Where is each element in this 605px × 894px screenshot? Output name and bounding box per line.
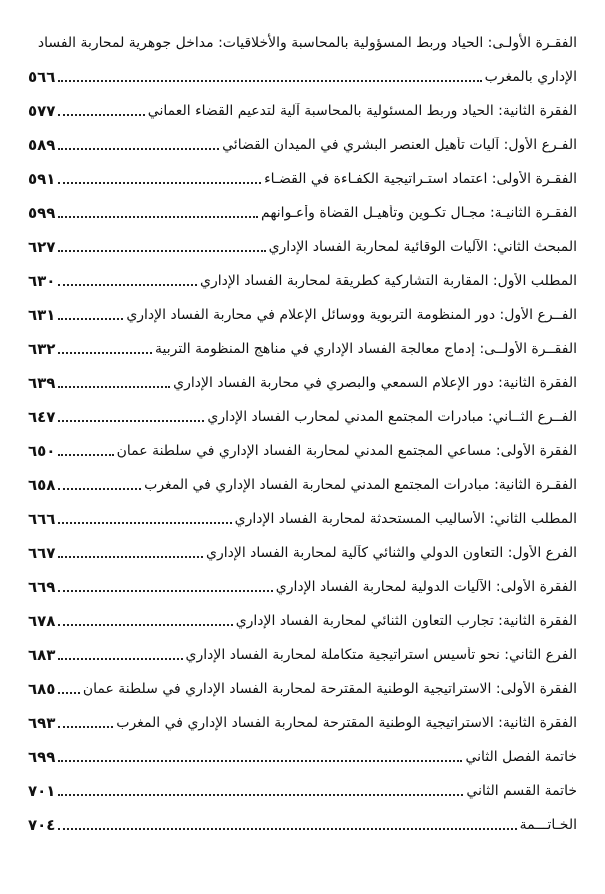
toc-entry-title: الفقرة الأولى: الاستراتيجية الوطنية المقترحة لمحاربة الفساد الإداري في سلطنة عمان [82,681,577,697]
toc-entry-title: الفقرة الثانية: تجارب التعاون الثنائي لمحاربة الفساد الإداري [235,613,577,629]
dot-leader [58,724,113,728]
toc-entry-title: الفرع الأول: التعاون الدولي والثنائي كآلية لمحاربة الفساد الإداري [206,545,577,561]
toc-entry-title: الخـاتـــمة [519,817,577,833]
dot-leader [58,112,144,116]
toc-entry-title: الفقـرة الأولى: اعتماد استـراتيجية الكفـاءة في القضـاء [264,171,577,187]
toc-entry-page-number: ٦٣١ [28,306,56,324]
toc-entry-title: الفقرة الثانية: دور الإعلام السمعي والبصري في محاربة الفساد الإداري [173,375,577,391]
toc-entry [28,230,577,264]
toc-entry [28,672,577,706]
dot-leader [58,792,463,796]
toc-entry-title: الفقرة الثانية: الحياد وربط المسئولية بالمحاسبة آلية لتدعيم القضاء العماني [147,103,577,119]
dot-leader [58,758,462,762]
dot-leader [58,282,197,286]
dot-leader [58,622,232,626]
toc-entry-title: خاتمة الفصل الثاني [465,749,577,765]
toc-entry-title: المطلب الأول: المقاربة التشاركية كطريقة لمحاربة الفساد الإداري [200,273,577,289]
toc-entry-page-number: ٦٩٩ [28,748,56,766]
dot-leader [58,486,141,490]
toc-entry-title: المبحث الثاني: الآليات الوقائية لمحاربة الفساد الإداري [268,239,577,255]
toc-entry-page-number: ٥٨٩ [28,136,56,154]
toc-entry-page-number: ٥٩١ [28,170,56,188]
toc-entry-page-number: ٥٧٧ [28,102,56,120]
toc-entry [28,434,577,468]
toc-entry-title: الفــرع الأول: دور المنظومة التربوية ووسائل الإعلام في محاربة الفساد الإداري [126,307,577,323]
toc-entry [28,298,577,332]
toc-entry [28,366,577,400]
toc-entry [28,196,577,230]
toc-entry [28,94,577,128]
toc-entry-title: خاتمة القسم الثاني [466,783,577,799]
dot-leader [58,826,516,830]
toc-entry [28,264,577,298]
dot-leader [58,180,261,184]
toc-entry-page-number: ٦٩٣ [28,714,56,732]
dot-leader [58,146,219,150]
toc-entry [28,162,577,196]
dot-leader [58,588,272,592]
toc-entry-title-line-1: الفقـرة الأولـى: الحياد وربط المسؤولية بالمحاسبة والأخلاقيات: مداخل جوهرية لمحاربة الفساد [37,35,577,51]
toc-entry-page-number: ٦٤٧ [28,408,56,426]
toc-entry-title: الفقـرة الثانية: مبادرات المجتمع المدني لمحاربة الفساد الإداري في المغرب [144,477,577,493]
toc-entry-page-number: ٦٣٩ [28,374,56,392]
toc-entry-page-number: ٦٨٥ [28,680,56,698]
toc-entry-title: الفــرع الثــاني: مبادرات المجتمع المدني لمحارب الفساد الإداري [207,409,577,425]
dot-leader [58,316,123,320]
toc-entry-title: الفقرة الأولى: الآليات الدولية لمحاربة الفساد الإداري [275,579,577,595]
toc-entry [28,536,577,570]
dot-leader [58,656,182,660]
dot-leader [58,690,79,694]
toc-entry-page-number: ٦٢٧ [28,238,56,256]
dot-leader [58,452,113,456]
toc-entry [28,604,577,638]
toc-entry-title: الفرع الثاني: نحو تأسيس استراتيجية متكاملة لمحاربة الفساد الإداري [185,647,577,663]
toc-entry-page-number: ٥٩٩ [28,204,56,222]
toc-entry-title: الفقــرة الأولــى: إدماج معالجة الفساد الإداري في مناهج المنظومة التربية [154,341,577,357]
dot-leader [58,248,265,252]
toc-entry-page-number: ٧٠١ [28,782,56,800]
toc-entry-page-number: ٦٥٨ [28,476,56,494]
toc-entry-page-number: ٦٣٢ [28,340,56,358]
toc-entry [28,128,577,162]
dot-leader [58,418,204,422]
toc-entry-title: المطلب الثاني: الأساليب المستحدثة لمحاربة الفساد الإداري [234,511,577,527]
toc-entry [28,808,577,842]
toc-entry [28,400,577,434]
toc-entry-title: الفـرع الأول: آليات تأهيل العنصر البشري في الميدان القضائي [222,137,577,153]
toc-entry [28,774,577,808]
toc-entry [28,468,577,502]
toc-entry-page-number: ٦٦٧ [28,544,56,562]
dot-leader [58,78,481,82]
toc-entry-page-number: ٦٣٠ [28,272,56,290]
toc-entry-title: الفقـرة الثانيـة: مجـال تكـوين وتأهيـل القضاة وأعـوانهم [261,205,577,221]
toc-entry [28,570,577,604]
dot-leader [58,520,231,524]
dot-leader [58,384,170,388]
table-of-contents [28,26,577,842]
toc-entry [28,638,577,672]
dot-leader [58,350,152,354]
toc-entry-title: الفقرة الأولى: مساعي المجتمع المدني لمحاربة الفساد الإداري في سلطنة عمان [116,443,577,459]
toc-entry [28,706,577,740]
toc-entry-page-number: ٧٠٤ [28,816,56,834]
toc-entry-page-number: ٦٧٨ [28,612,56,630]
toc-entry-line-2 [28,60,577,94]
toc-entry-page-number: ٦٨٣ [28,646,56,664]
toc-entry-page-number: ٥٦٦ [28,68,56,86]
dot-leader [58,214,258,218]
toc-entry [28,332,577,366]
toc-entry [28,740,577,774]
toc-entry-page-number: ٦٥٠ [28,442,56,460]
dot-leader [58,554,203,558]
toc-entry-page-number: ٦٦٦ [28,510,56,528]
toc-entry-title: الفقرة الثانية: الاستراتيجية الوطنية المقترحة لمحاربة الفساد الإداري في المغرب [116,715,577,731]
toc-entry [28,26,577,94]
toc-entry-page-number: ٦٦٩ [28,578,56,596]
toc-entry [28,502,577,536]
toc-entry-title-line-2: الإداري بالمغرب [484,69,577,85]
